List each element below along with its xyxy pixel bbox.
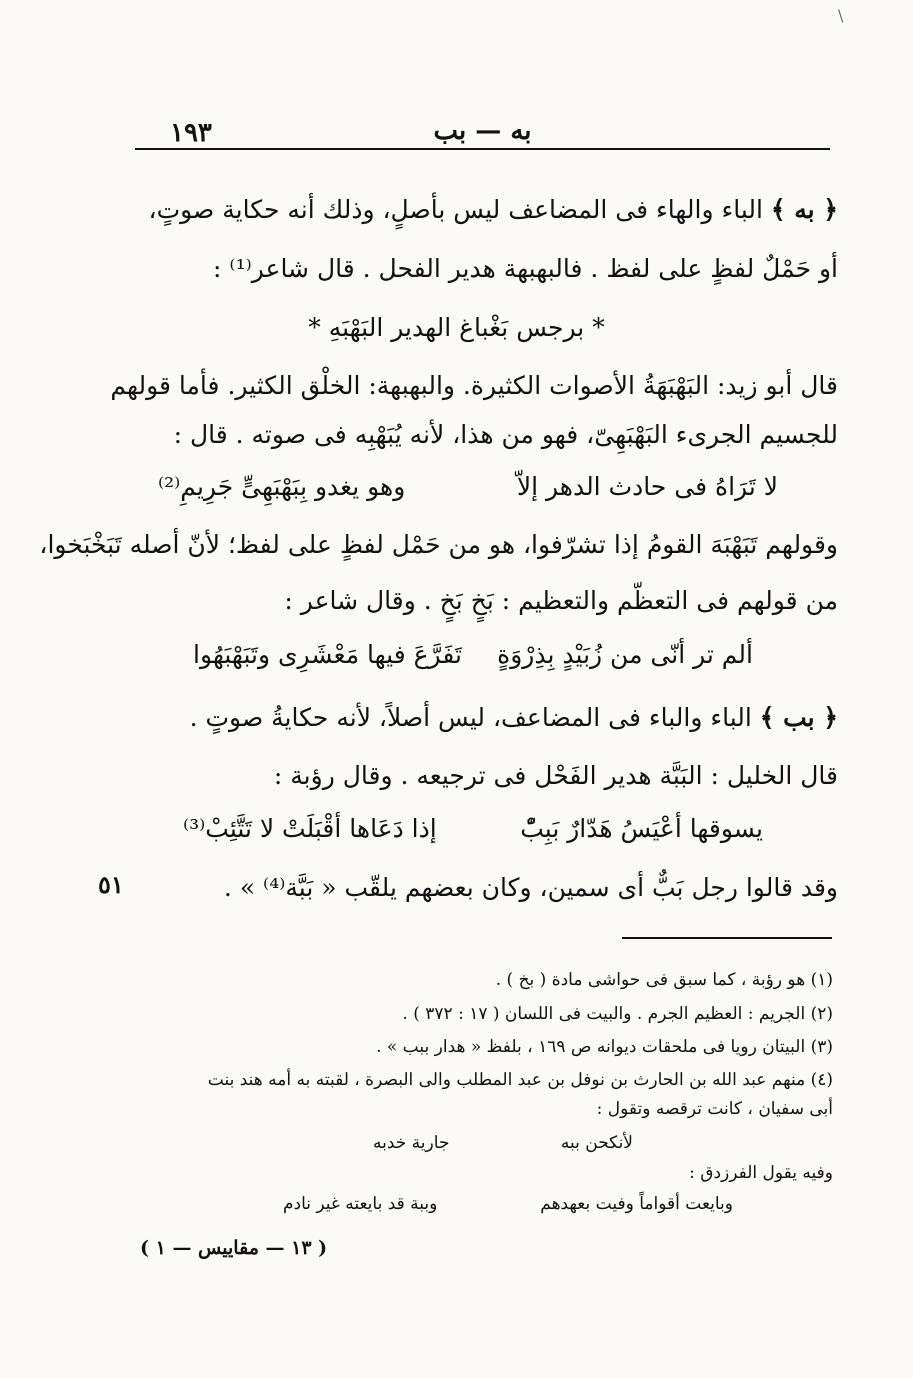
footnote-4-verse2 (283, 1194, 733, 1214)
entry1-line4: للجسيم الجرىء البَهْبَهِىّ، فهو من هذا، لأنه يُبَهْبِه فى صوته . قال : (173, 420, 838, 449)
entry1-verse3-second-hemistich: تَفَرَّعَ فيها مَعْشَرِى وتَبَهْبَهُوا (193, 640, 462, 669)
corner-mark: \ (838, 6, 844, 25)
running-head: به — بب (433, 116, 532, 146)
page-number: ١٩٣ (170, 118, 212, 148)
footnote-4-verse2-second: وببة قد بايعته غير نادم (283, 1194, 438, 1214)
footnote-4-line1: (٤) منهم عبد الله بن الحارث بن نوفل بن عبد المطلب والى البصرة ، لقبته به أمه هند بنت (207, 1070, 833, 1090)
headword-bh: ﴿ به ﴾ (770, 195, 838, 224)
entry2-line1 (130, 700, 838, 736)
footnote-4-verse1 (373, 1133, 633, 1153)
entry1-verse2 (158, 472, 778, 501)
entry2-verse1-first-hemistich: يسوقها أعْيَسُ هَدّارٌ بَبِبّْ (520, 814, 763, 843)
footnote-4-line2: أبى سفيان ، كانت ترقصه وتقول : (596, 1099, 833, 1119)
footnote-4-line3: وفيه يقول الفرزدق : (689, 1163, 833, 1183)
entry2-text1: الباء والباء فى المضاعف، ليس أصلاً، لأنه حكايةُ صوتٍ . (189, 703, 752, 732)
entry1-text1: الباء والهاء فى المضاعف ليس بأصلٍ، وذلك أنه حكاية صوتٍ، (148, 195, 763, 224)
entry1-verse3 (193, 640, 753, 669)
header-rule (135, 148, 830, 150)
entry2-line3: وقد قالوا رجل بَبٌّ أى سمين، وكان بعضهم يلقّب « بَبَّة⁽⁴⁾ » . (223, 873, 838, 902)
footnote-4-verse2-first: وبايعت أقواماً وفيت بعهدهم (540, 1194, 733, 1214)
footnote-3: (٣) البيتان رويا فى ملحقات ديوانه ص ١٦٩ ، بلفظ « هدار ببب » . (376, 1037, 833, 1057)
footnote-2: (٢) الجريم : العظيم الجرم . والبيت فى اللسان ( ١٧ : ٣٧٢ ) . (402, 1004, 833, 1024)
footnote-4-verse1-first: لأنكحن ببه (560, 1133, 633, 1153)
entry1-line1 (130, 192, 838, 228)
entry2-verse1-second-hemistich: إذا دَعَاها أقْبَلَتْ لا تَتَّئِبْ⁽³⁾ (183, 814, 437, 843)
entry1-line2: أو حَمْلٌ لفظٍ على لفظ . فالبهبهة هدير الفحل . قال شاعر⁽¹⁾ : (213, 254, 838, 283)
signature-mark: ( ١٣ — مقاييس — ١ ) (140, 1237, 328, 1259)
entry1-verse2-first-hemistich: لا تَرَاهُ فى حادث الدهر إلاّ (516, 472, 778, 501)
headword-bb: ﴿ بب ﴾ (759, 703, 838, 732)
footnote-4-verse1-second: جارية خدبه (373, 1133, 450, 1153)
footnote-1: (١) هو رؤبة ، كما سبق فى حواشى مادة ( بخ ) . (495, 970, 833, 990)
entry1-verse1: * برجس بَغْباغ الهدير البَهْبَهِ * (308, 313, 605, 342)
entry1-line5: وقولهم تَبَهْبَهَ القومُ إذا تشرّفوا، هو من حَمْل لفظٍ على لفظ؛ لأنّ أصله تَبَخْبَخوا، (39, 530, 838, 559)
entry1-verse3-first-hemistich: ألم تر أنّى من زُبَيْدٍ بِذِرْوَةٍ (497, 640, 753, 669)
entry1-line3: قال أبو زيد: البَهْبَهَةُ الأصوات الكثيرة. والبهبهة: الخلْق الكثير. فأما قولهم (110, 371, 838, 400)
entry1-verse2-second-hemistich: وهو يغدو بِبَهْبَهِىٍّ جَرِيمِ⁽²⁾ (158, 472, 406, 501)
entry1-line6: من قولهم فى التعظّم والتعظيم : بَخٍ بَخٍ . وقال شاعر : (284, 586, 838, 615)
entry2-line2: قال الخليل : البَبَّة هدير الفَحْل فى ترجيعه . وقال رؤبة : (273, 761, 838, 790)
margin-number: ٥١ (98, 870, 124, 899)
footnote-rule (622, 937, 832, 939)
page-header (135, 110, 830, 150)
entry2-verse1 (183, 814, 763, 843)
